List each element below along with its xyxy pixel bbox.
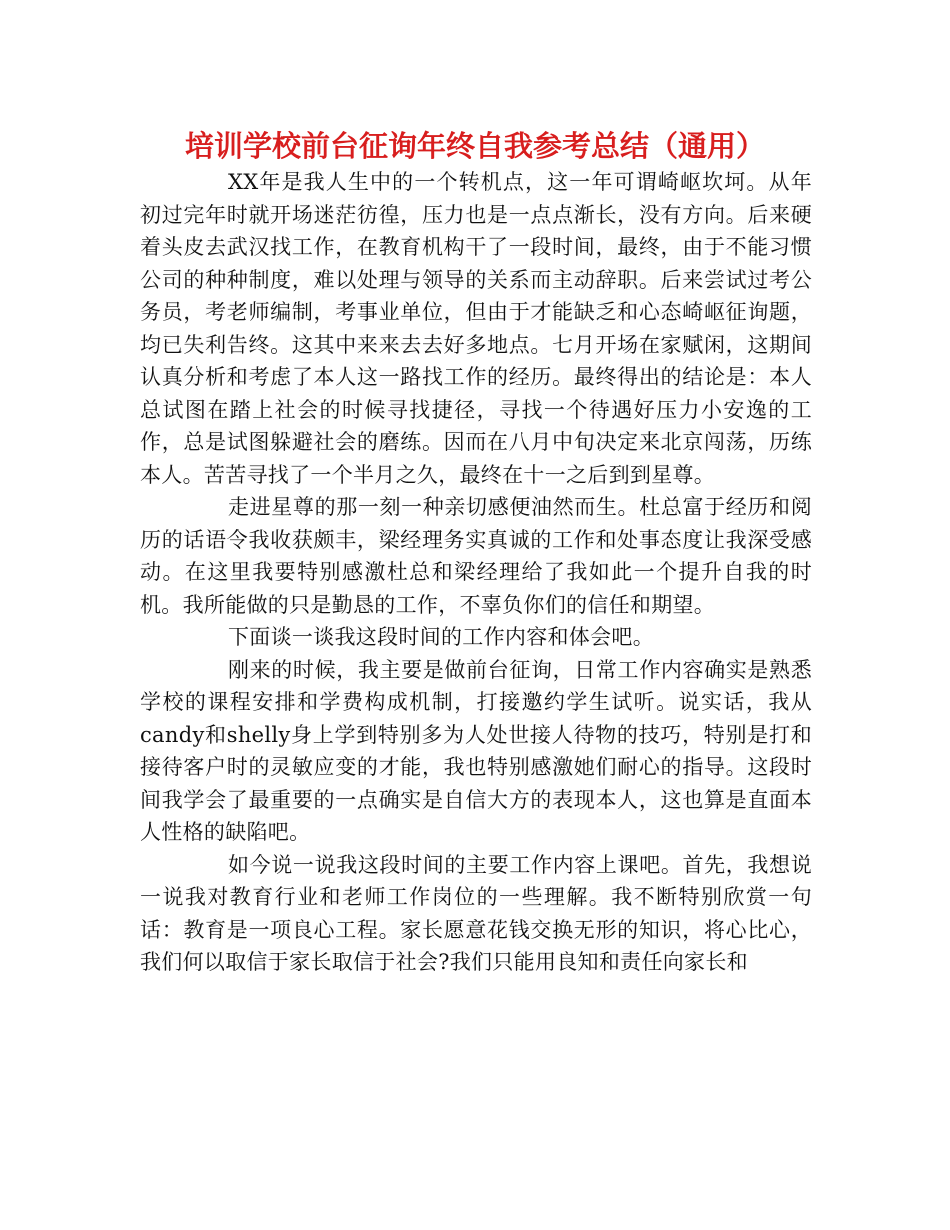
- paragraph: 如今说一说我这段时间的主要工作内容上课吧。首先，我想说一说我对教育行业和老师工作岗位的一些理解。我不断特别欣赏一句话：教育是一项良心工程。家长愿意花钱交换无形的知识，将心比心，我们何以取信于家长取信于社会?我们只能用良知和责任向家长和: [140, 852, 812, 974]
- paragraph: 走进星尊的那一刻一种亲切感便油然而生。杜总富于经历和阅历的话语令我收获颇丰，梁经理务实真诚的工作和处事态度让我深受感动。在这里我要特别感激杜总和梁经理给了我如此一个提升自我的时机。我所能做的只是勤恳的工作，不辜负你们的信任和期望。: [140, 495, 812, 617]
- paragraph: 刚来的时候，我主要是做前台征询，日常工作内容确实是熟悉学校的课程安排和学费构成机制，打接邀约学生试听。说实话，我从candy和shelly身上学到特别多为人处世接人待物的技巧，特别是打和接待客户时的灵敏应变的才能，我也特别感激她们耐心的指导。这段时间我学会了最重要的一点确实是自信大方的表现本人，这也算是直面本人性格的缺陷吧。: [140, 657, 812, 844]
- document-body: [140, 166, 812, 979]
- document-title: 培训学校前台征询年终自我参考总结（通用）: [184, 129, 765, 163]
- paragraph: 下面谈一谈我这段时间的工作内容和体会吧。: [228, 625, 654, 649]
- paragraph: XX年是我人生中的一个转机点，这一年可谓崎岖坎坷。从年初过完年时就开场迷茫彷徨，压力也是一点点渐长，没有方向。后来硬着头皮去武汉找工作，在教育机构干了一段时间，最终，由于不能习惯公司的种种制度，难以处理与领导的关系而主动辞职。后来尝试过考公务员，考老师编制，考事业单位，但由于才能缺乏和心态崎岖征询题，均已失利告终。这其中来来去去好多地点。七月开场在家赋闲，这期间认真分析和考虑了本人这一路找工作的经历。最终得出的结论是：本人总试图在踏上社会的时候寻找捷径，寻找一个待遇好压力小安逸的工作，总是试图躲避社会的磨练。因而在八月中旬决定来北京闯荡，历练本人。苦苦寻找了一个半月之久，最终在十一之后到到星尊。: [140, 170, 812, 487]
